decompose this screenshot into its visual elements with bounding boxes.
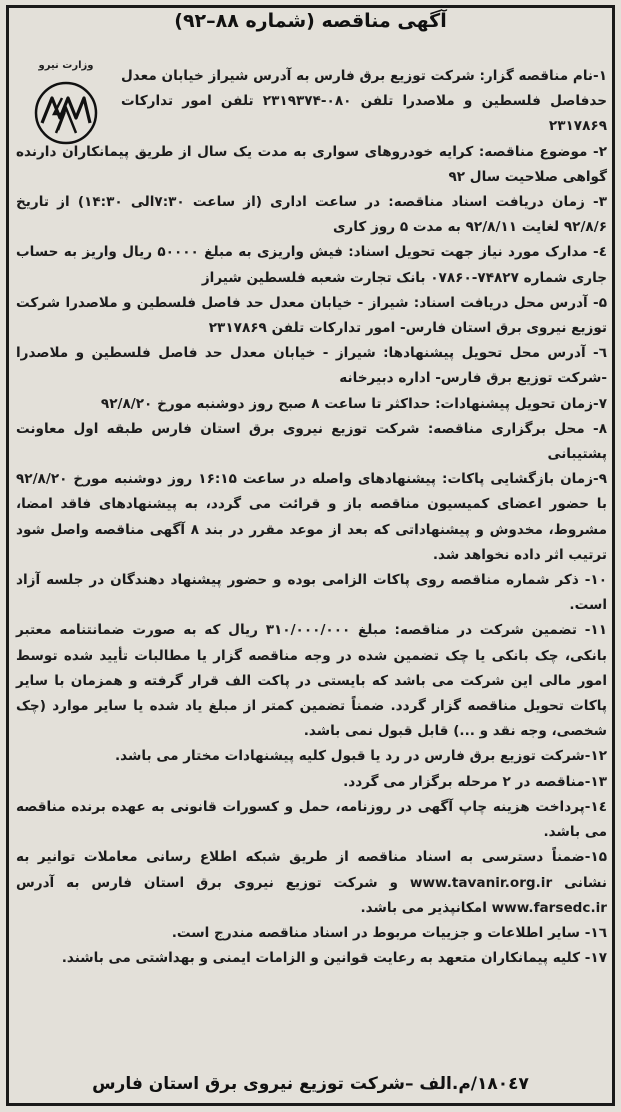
ad-item-11: ۱۱- تضمین شرکت در مناقصه: مبلغ ۳۱۰/۰۰۰/۰۰۰ ریال که به صورت ضمانتنامه معتبر بانکی، چک بانکی یا چک تضمین شده در وجه مناقصه گزار یا مطالبات تأیید شده توسط امور مالی این شرکت می باشد که بایستی در پاکت الف قرار گرفته و همزمان با سایر پاکات تحویل مناقصه گزار گردد. ضمناً تضمین کمتر از مبلغ یاد شده یا سایر موارد (چک شخصی، وجه نقد و ...) قابل قبول نمی باشد. [16, 622, 607, 740]
ad-item-4: ٤- مدارک مورد نیاز جهت تحویل اسناد: فیش واریزی به مبلغ ۵۰۰۰۰ ریال واریز به حساب جاری شماره ۷۴۸۲۷-۰۷۸۶۰ بانک تجارت شعبه فلسطین شیراز [16, 244, 607, 286]
ad-item-17: ۱۷- کلیه پیمانکاران متعهد به رعایت قوانین و الزامات ایمنی و بهداشتی می باشند. [61, 950, 607, 967]
ad-item-6: ٦- آدرس محل تحویل پیشنهادها: شیراز - خیابان معدل حد فاصل فلسطین و ملاصدرا -شرکت توزیع برق فارس- اداره دبیرخانه [16, 345, 607, 387]
ad-title: آگهی مناقصه (شماره ۸۸–۹۲) [174, 10, 447, 32]
ad-item-14: ۱٤-پرداخت هزینه چاپ آگهی در روزنامه، حمل و کسورات قانونی به عهده برنده مناقصه می باشد. [16, 798, 607, 841]
ad-item-7: ۷-زمان تحویل پیشنهادات: حداکثر تا ساعت ۸ صبح روز دوشنبه مورخ ۹۲/۸/۲۰ [100, 395, 607, 412]
ad-item-3: ۳- زمان دریافت اسناد مناقصه: در ساعت اداری (از ساعت ۷:۳۰الی ۱۴:۳۰) از تاریخ ۹۲/۸/۶ لغایت ۹۲/۸/۱۱ به مدت ۵ روز کاری [16, 194, 607, 236]
ad-item-13: ۱۳-مناقصه در ۲ مرحله برگزار می گردد. [343, 773, 607, 790]
ad-item-5: ۵- آدرس محل دریافت اسناد: شیراز - خیابان معدل حد فاصل فلسطین و ملاصدرا شرکت توزیع نیروی برق استان فارس- امور تدارکات تلفن ۲۳۱۷۸۶۹ [16, 294, 607, 337]
ad-item-16: ۱٦- سایر اطلاعات و جزییات مربوط در اسناد مناقصه مندرج است. [171, 924, 607, 941]
ad-item-15: ۱۵-ضمناً دسترسی به اسناد مناقصه از طریق شبکه اطلاع رسانی معاملات توانیر به نشانی www.tavanir.org.ir و شرکت توزیع نیروی برق استان فارس به آدرس www.farsedc.ir امکانپذیر می باشد. [16, 849, 607, 916]
ad-item-8: ۸- محل برگزاری مناقصه: شرکت توزیع نیروی برق استان فارس طبقه اول معاونت پشتیبانی [16, 420, 607, 463]
ad-item-10: ۱۰- ذکر شماره مناقصه روی پاکات الزامی بوده و حضور پیشنهاد دهندگان در جلسه آزاد است. [16, 572, 607, 614]
ad-body [16, 64, 607, 971]
ad-item-9: ۹-زمان بازگشایی پاکات: پیشنهادهای واصله در ساعت ۱۶:۱۵ روز دوشنبه مورخ ۹۲/۸/۲۰ با حضور اعضای کمیسیون مناقصه باز و قرائت می گردد، به پیشنهادهای فاقد امضا، مشروط، مخدوش و پیشنهاداتی که بعد از موعد مقرر در بند ۸ آگهی مناقصه واصل شود ترتیب اثر داده نخواهد شد. [16, 471, 607, 563]
logo-label: وزارت نیرو [38, 60, 94, 71]
ad-item-2: ۲- موضوع مناقصه: کرایه خودروهای سواری به مدت یک سال از طریق پیمانکاران دارنده گواهی صلاحیت سال ۹۲ [16, 143, 607, 185]
ad-item-1: ۱-نام مناقصه گزار: شرکت توزیع برق فارس به آدرس شیراز خیابان معدل حدفاصل فلسطین و ملاصدرا تلفن ۰۸۰-۲۳۱۹۳۷۴ تلفن امور تدارکات ۲۳۱۷۸۶۹ [121, 68, 607, 135]
ad-item-12: ۱۲-شرکت توزیع برق فارس در رد یا قبول کلیه پیشنهادات مختار می باشد. [115, 748, 607, 765]
ad-footer: ۱۸۰٤۷/م.الف –شرکت توزیع نیروی برق استان فارس [92, 1074, 529, 1094]
